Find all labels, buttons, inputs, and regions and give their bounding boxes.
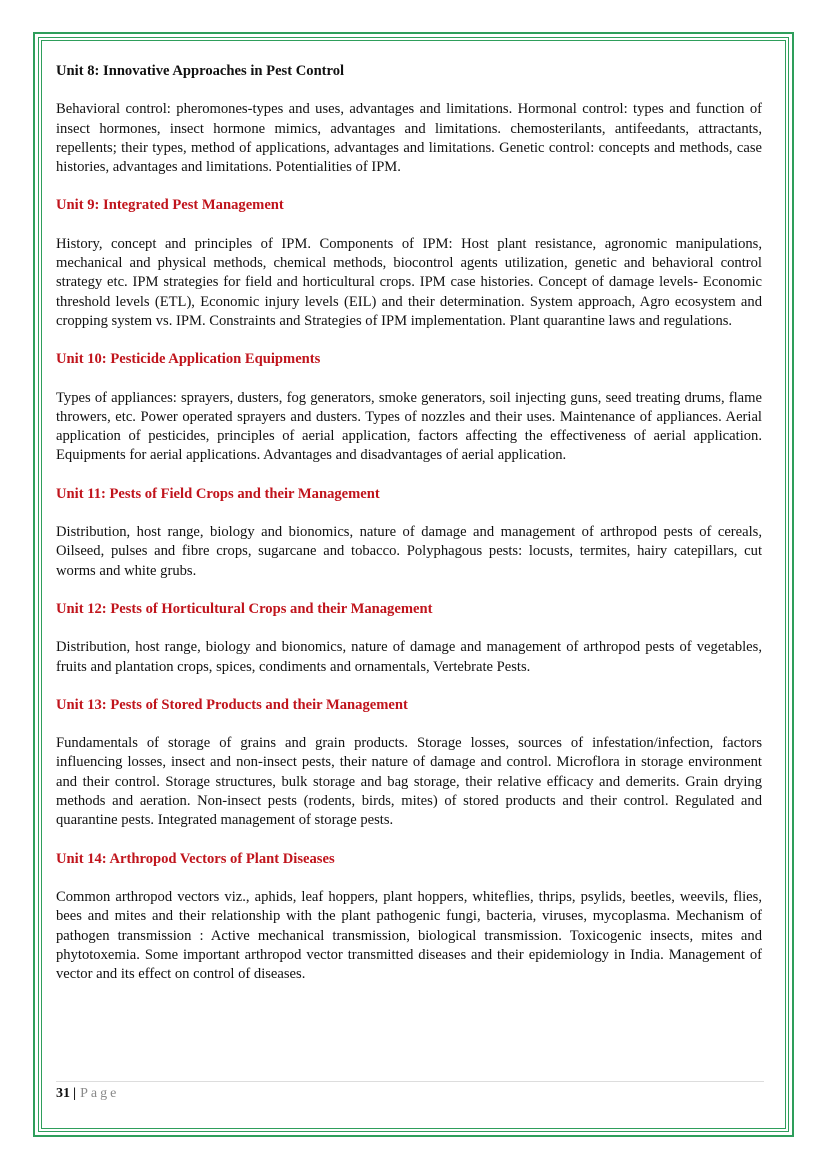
unit-13-body: Fundamentals of storage of grains and grain products. Storage losses, sources of infestation/infection, factors influencing losses, insect and non-insect pests, their nature of damage and control. Microflora in storage environment and their control. Storage structures, bulk storage and bag storage, their relative efficacy and demerits. Grain drying methods and aeration. Non-insect pests (rodents, birds, mites) of stored products and their control. Regulated and quarantine pests. Integrated management of storage pests. [56,735,762,829]
unit-14-body: Common arthropod vectors viz., aphids, leaf hoppers, plant hoppers, whiteflies, thrips, psylids, beetles, weevils, flies, bees and mites and their relationship with the plant pathogenic fungi, bacteria, viruses, mycoplasma. Mechanism of pathogen transmission : Active mechanical transmission, biological transmission. Toxicogenic insects, mites and phytotoxemia. Some important arthropod vector transmitted diseases and their epidemiology in India. Management of vector and its effect on control of diseases. [56,888,762,983]
page-footer [56,1086,119,1102]
unit-11-body: Distribution, host range, biology and bionomics, nature of damage and management of arthropod pests of cereals, Oilseed, pulses and fibre crops, sugarcane and tobacco. Polyphagous pests: locusts, termites, hairy catepillars, cut worms and white grubs. [56,524,762,579]
unit-8-body: Behavioral control: pheromones-types and uses, advantages and limitations. Hormonal control: types and function of insect hormones, insect hormone mimics, advantages and limitations. chemosterilants, antifeedants, attractants, repellents; their types, method of applications, advantages and limitations. Genetic control: concepts and methods, case histories, advantages and limitations. Potentialities of IPM. [56,101,762,176]
page-number: 31 [56,1086,70,1101]
unit-13-title: Unit 13: Pests of Stored Products and their Management [56,696,408,713]
unit-14-title: Unit 14: Arthropod Vectors of Plant Diseases [56,850,335,867]
unit-12-title: Unit 12: Pests of Horticultural Crops and their Management [56,600,433,617]
unit-8-title: Unit 8: Innovative Approaches in Pest Control [56,63,345,79]
unit-11-title: Unit 11: Pests of Field Crops and their Management [56,485,380,502]
unit-9-body: History, concept and principles of IPM. Components of IPM: Host plant resistance, agronomic manipulations, mechanical and physical methods, chemical methods, biocontrol agents utilization, genetic and behavioral control strategy etc. IPM strategies for field and horticultural crops. IPM case histories. Concept of damage levels- Economic threshold levels (ETL), Economic injury levels (EIL) and their determination. System approach, Agro ecosystem and cropping system vs. IPM. Constraints and Strategies of IPM implementation. Plant quarantine laws and regulations. [56,235,762,329]
page-label: Page [80,1086,120,1101]
footer-divider [56,1081,764,1082]
unit-9-title: Unit 9: Integrated Pest Management [56,197,284,214]
document-content [56,62,762,1003]
unit-10-title: Unit 10: Pesticide Application Equipments [56,351,321,368]
unit-10-body: Types of appliances: sprayers, dusters, fog generators, smoke generators, soil injecting guns, seed treating drums, flame throwers, etc. Power operated sprayers and dusters. Types of nozzles and their uses. Maintenance of appliances. Aerial application of pesticides, principles of aerial application, factors affecting the effectiveness of aerial application. Equipments for aerial applications. Advantages and disadvantages of aerial application. [56,389,762,464]
footer-separator: | [73,1086,77,1101]
unit-12-body: Distribution, host range, biology and bionomics, nature of damage and management of arthropod pests of vegetables, fruits and plantation crops, spices, condiments and ornamentals, Vertebrate Pests. [56,639,762,675]
